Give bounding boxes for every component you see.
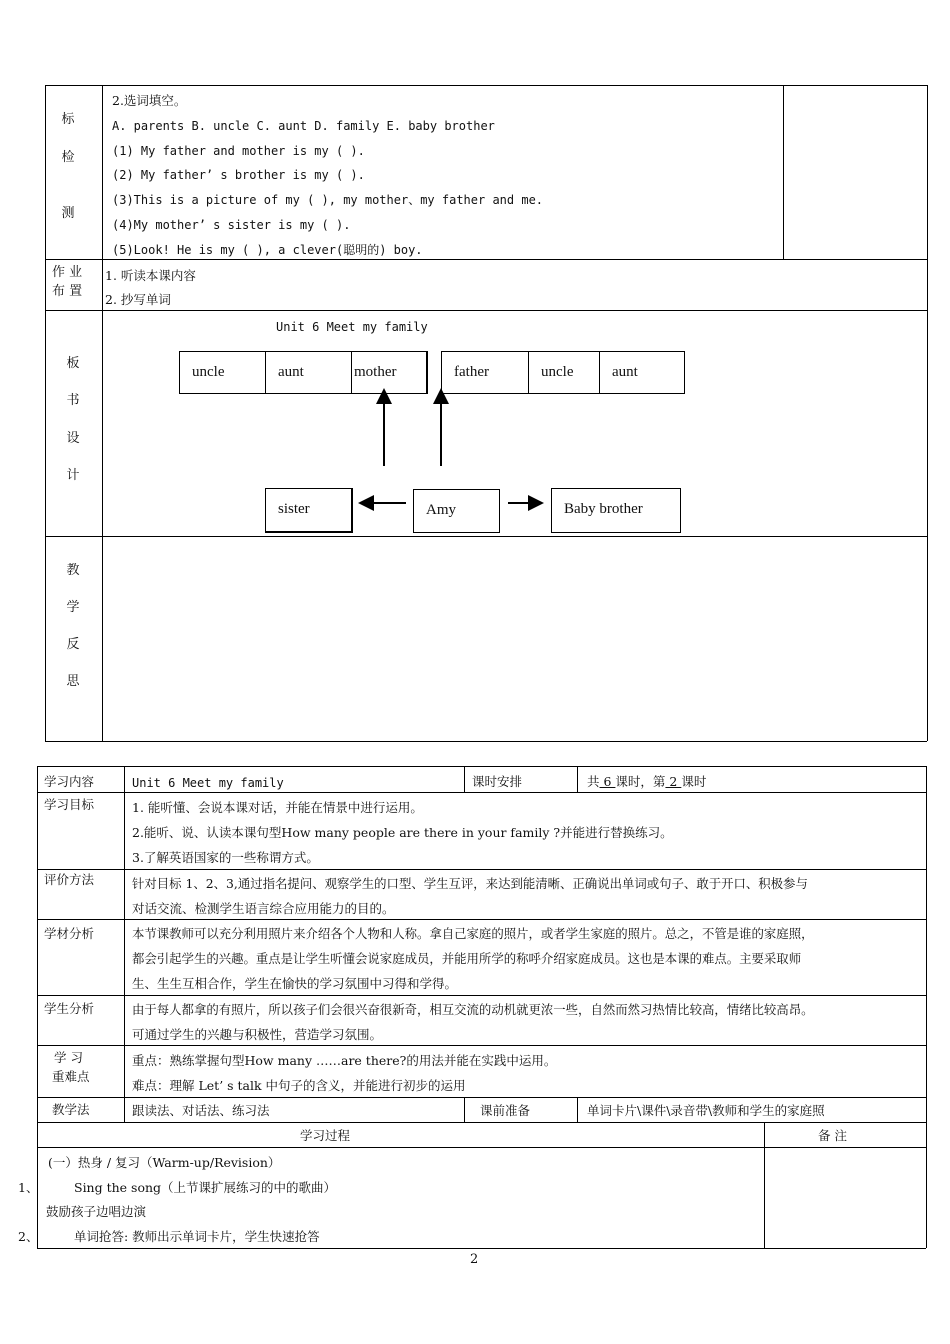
test-label-char: 标 [61, 112, 75, 127]
reflection-label-char: 思 [66, 674, 80, 689]
board-word-box: uncle [528, 351, 600, 394]
test-heading: 2.选词填空。 [112, 93, 187, 108]
keypoints-label: 学 习 [54, 1050, 83, 1065]
board-label-char: 设 [66, 431, 80, 446]
method-label: 教学法 [52, 1102, 90, 1117]
material-line: 本节课教师可以充分利用照片来介绍各个人物和人称。拿自己家庭的照片，或者学生家庭的照片。总之，不管是谁的家庭照， [132, 926, 814, 941]
schedule-label: 课时安排 [472, 774, 523, 789]
test-question: (3)This is a picture of my ( ), my mother、my father and me. [112, 193, 544, 207]
board-label-char: 书 [66, 393, 80, 408]
homework-label: 作 业 [52, 265, 83, 280]
student-line: 由于每人都拿的有照片，所以孩子们会很兴奋很新奇，相互交流的动机就更浓一些，自然而然习热情比较高，情绪比较高昂。 [132, 1002, 814, 1017]
material-line: 生、生生互相合作，学生在愉快的学习氛围中习得和学得。 [132, 976, 458, 991]
board-baby-brother-box: Baby brother [551, 488, 681, 533]
board-word-box: aunt [599, 351, 685, 394]
reflection-label-char: 学 [66, 600, 80, 615]
homework-item: 2. 抄写单词 [105, 292, 171, 307]
board-word-box: mother [351, 351, 428, 394]
test-label-char: 检 [61, 150, 75, 165]
process-line: 单词抢答: 教师出示单词卡片，学生快速抢答 [74, 1229, 320, 1244]
material-label: 学材分析 [44, 926, 95, 941]
goal-item: 2.能听、说、认读本课句型How many people are there in your family ?并能进行替换练习。 [132, 825, 673, 840]
reflection-label-char: 教 [66, 563, 80, 578]
process-header: 学习过程 [300, 1128, 351, 1143]
keypoint-line: 难点：理解 Let’ s talk 中句子的含义，并能进行初步的运用 [132, 1078, 466, 1093]
test-question: (2) My father’ s brother is my ( ). [112, 168, 365, 182]
reflection-label-char: 反 [66, 637, 80, 652]
test-question: (5)Look! He is my ( ), a clever(聪明的) boy. [112, 243, 423, 257]
prep-label: 课前准备 [480, 1103, 531, 1118]
board-word-box: uncle [179, 351, 266, 394]
keypoints-label: 重难点 [52, 1069, 90, 1084]
process-line: (一）热身 / 复习（Warm-up/Revision） [48, 1155, 281, 1170]
page-number: 2 [470, 1252, 479, 1267]
board-label-char: 计 [66, 468, 80, 483]
test-options: A. parents B. uncle C. aunt D. family E. baby brother [112, 119, 495, 133]
board-word-box: aunt [265, 351, 352, 394]
method-value: 跟读法、对话法、练习法 [132, 1103, 270, 1118]
material-line: 都会引起学生的兴趣。重点是让学生听懂会说家庭成员，并能用所学的称呼介绍家庭成员。这也是本课的难点。主要采取师 [132, 951, 802, 966]
goal-item: 1. 能听懂、会说本课对话，并能在情景中进行运用。 [132, 800, 423, 815]
process-number: 1、 [18, 1180, 39, 1195]
content-value: Unit 6 Meet my family [132, 776, 284, 790]
board-title: Unit 6 Meet my family [276, 320, 428, 334]
process-line: 鼓励孩子边唱边演 [46, 1204, 147, 1219]
process-number: 2、 [18, 1229, 39, 1244]
goal-item: 3.了解英语国家的一些称谓方式。 [132, 850, 319, 865]
board-amy-box: Amy [413, 489, 500, 533]
test-label-char: 测 [61, 206, 75, 221]
notes-header: 备 注 [818, 1128, 847, 1143]
keypoint-line: 重点：熟练掌握句型How many ……are there?的用法并能在实践中运用。 [132, 1053, 557, 1068]
board-label-char: 板 [66, 356, 80, 371]
eval-line: 针对目标 1、2、3,通过指名提问、观察学生的口型、学生互评，来达到能清晰、正确说出单词或句子、敢于开口、积极参与 [132, 876, 808, 891]
content-label: 学习内容 [44, 774, 95, 789]
student-line: 可通过学生的兴趣与积极性，营造学习氛围。 [132, 1027, 383, 1042]
test-question: (1) My father and mother is my ( ). [112, 144, 365, 158]
board-sister-box: sister [265, 488, 353, 533]
prep-value: 单词卡片\课件\录音带\教师和学生的家庭照 [587, 1103, 825, 1118]
homework-label: 布 置 [52, 284, 83, 299]
eval-line: 对话交流、检测学生语言综合应用能力的目的。 [132, 901, 395, 916]
eval-label: 评价方法 [44, 872, 95, 887]
schedule-value: 共 6 课时，第 2 课时 [587, 774, 707, 789]
student-label: 学生分析 [44, 1001, 95, 1016]
board-word-box: father [441, 351, 529, 394]
test-question: (4)My mother’ s sister is my ( ). [112, 218, 351, 232]
process-line: Sing the song（上节课扩展练习的中的歌曲） [74, 1180, 337, 1195]
goals-label: 学习目标 [44, 797, 95, 812]
homework-item: 1. 听读本课内容 [105, 268, 196, 283]
